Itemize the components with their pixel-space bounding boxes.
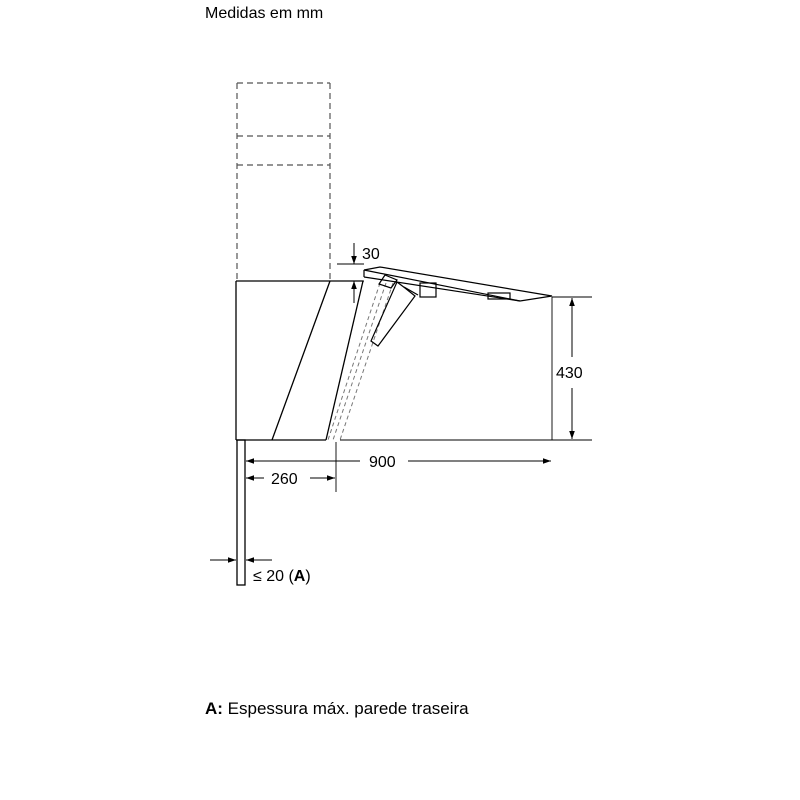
- panel-swing-lines: [328, 283, 393, 440]
- legend-text: Espessura máx. parede traseira: [222, 699, 469, 718]
- legend: [205, 698, 469, 720]
- legend-key: A:: [205, 699, 223, 718]
- open-glass-panel: [364, 267, 552, 346]
- dimension-depth: [246, 454, 551, 471]
- units-caption: Medidas em mm: [205, 5, 324, 22]
- chimney-outline: [237, 83, 330, 281]
- dimension-label-wall-thickness: ≤ 20 (A): [253, 568, 311, 585]
- dimension-label-430: 430: [556, 365, 583, 382]
- rear-wall: [237, 440, 245, 585]
- dimension-height: [556, 298, 583, 439]
- dimension-label-260: 260: [271, 471, 298, 488]
- hood-body: [236, 281, 363, 440]
- dimension-wall-offset: [246, 471, 335, 488]
- dimension-label-900: 900: [369, 454, 396, 471]
- dimension-wall-thickness: [210, 560, 311, 585]
- dimension-label-30: 30: [362, 246, 380, 263]
- dimension-gap-top: [354, 243, 380, 303]
